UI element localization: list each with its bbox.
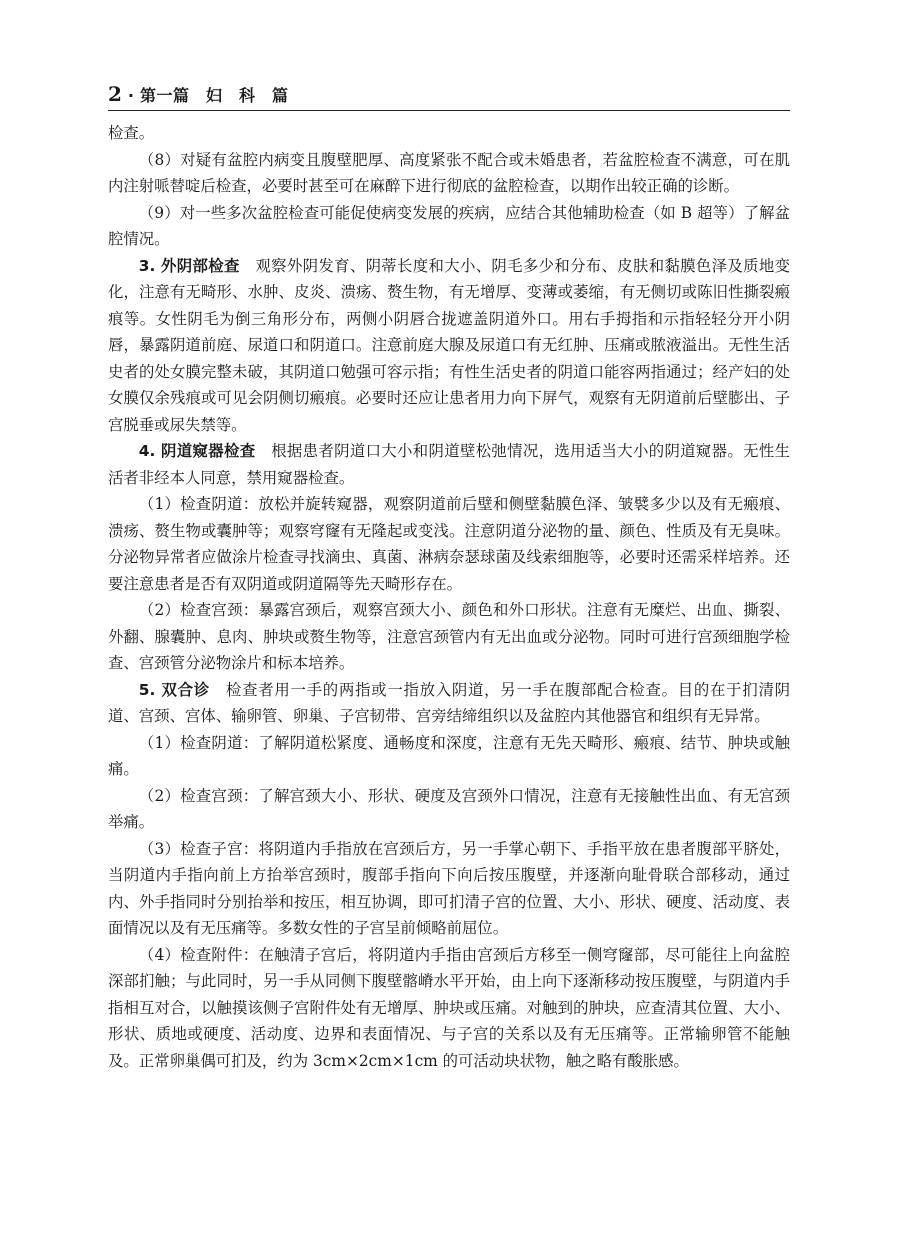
paragraph: （1）检查阴道：放松并旋转窥器，观察阴道前后壁和侧壁黏膜色泽、皱襞多少以及有无瘢痕、溃疡、赘生物或囊肿等；观察穹窿有无隆起或变浅。注意阴道分泌物的量、颜色、性质及有无臭味。分泌物异常者应做涂片检查寻找滴虫、真菌、淋病奈瑟球菌及线索细胞等，必要时还需采样培养。还要注意患者是否有双阴道或阴道隔等先天畸形存在。 [108, 495, 790, 593]
paragraph: （1）检查阴道：了解阴道松紧度、通畅度和深度，注意有无先天畸形、瘢痕、结节、肿块或触痛。 [108, 733, 790, 778]
section-heading: 4. 阴道窥器检查 [138, 442, 256, 460]
page-number: 2 [108, 82, 122, 106]
paragraph: （8）对疑有盆腔内病变且腹壁肥厚、高度紧张不配合或未婚患者，若盆腔检查不满意，可在肌内注射哌替啶后检查，必要时甚至可在麻醉下进行彻底的盆腔检查，以期作出较正确的诊断。 [108, 150, 790, 195]
paragraph: （2）检查宫颈：了解宫颈大小、形状、硬度及宫颈外口情况，注意有无接触性出血、有无宫颈举痛。 [108, 786, 790, 831]
header-rule [108, 110, 790, 111]
section-heading: 3. 外阴部检查 [138, 256, 240, 275]
section-title: 第一篇 妇 科 篇 [140, 86, 289, 105]
running-header [108, 78, 790, 110]
paragraph: （2）检查宫颈：暴露宫颈后，观察宫颈大小、颜色和外口形状。注意有无糜烂、出血、撕裂、外翻、腺囊肿、息肉、肿块或赘生物等，注意宫颈管内有无出血或分泌物。同时可进行宫颈细胞学检查、宫颈管分泌物涂片和标本培养。 [108, 601, 790, 672]
paragraph: 检查。 [108, 124, 155, 142]
paragraph: （3）检查子宫：将阴道内手指放在宫颈后方，另一手掌心朝下、手指平放在患者腹部平脐处，当阴道内手指向前上方抬举宫颈时，腹部手指向下向后按压腹壁，并逐渐向耻骨联合部移动，通过内、外手指同时分别抬举和按压，相互协调，即可扪清子宫的位置、大小、形状、硬度、活动度、表面情况以及有无压痛等。多数女性的子宫呈前倾略前屈位。 [108, 839, 790, 937]
paragraph: 4. 阴道窥器检查 根据患者阴道口大小和阴道壁松弛情况，选用适当大小的阴道窥器。无性生活者非经本人同意，禁用窥器检查。 [108, 442, 790, 487]
section-heading: 5. 双合诊 [138, 680, 210, 699]
paragraph: （9）对一些多次盆腔检查可能促使病变发展的疾病，应结合其他辅助检查（如 B 超等）了解盆腔情况。 [108, 203, 790, 248]
header-separator: · [127, 86, 134, 105]
body-text [108, 120, 790, 1074]
paragraph: 5. 双合诊 检查者用一手的两指或一指放入阴道，另一手在腹部配合检查。目的在于扪清阴道、宫颈、宫体、输卵管、卵巢、子宫韧带、宫旁结缔组织以及盆腔内其他器官和组织有无异常。 [108, 680, 790, 725]
paragraph: 3. 外阴部检查 观察外阴发育、阴蒂长度和大小、阴毛多少和分布、皮肤和黏膜色泽及质地变化，注意有无畸形、水肿、皮炎、溃疡、赘生物，有无增厚、变薄或萎缩，有无侧切或陈旧性撕裂瘢痕等。女性阴毛为倒三角形分布，两侧小阴唇合拢遮盖阴道外口。用右手拇指和示指轻轻分开小阴唇，暴露阴道前庭、尿道口和阴道口。注意前庭大腺及尿道口有无红肿、压痛或脓液溢出。无性生活史者的处女膜完整未破，其阴道口勉强可容示指；有性生活史者的阴道口能容两指通过；经产妇的处女膜仅余残痕或可见会阴侧切瘢痕。必要时还应让患者用力向下屏气，观察有无阴道前后壁膨出、子宫脱垂或尿失禁等。 [108, 256, 790, 434]
paragraph: （4）检查附件：在触清子宫后，将阴道内手指由宫颈后方移至一侧穹窿部，尽可能往上向盆腔深部扪触；与此同时，另一手从同侧下腹壁髂嵴水平开始，由上向下逐渐移动按压腹壁，与阴道内手指相互对合，以触摸该侧子宫附件处有无增厚、肿块或压痛。对触到的肿块，应查清其位置、大小、形状、质地或硬度、活动度、边界和表面情况、与子宫的关系以及有无压痛等。正常输卵管不能触及。正常卵巢偶可扪及，约为 3cm×2cm×1cm 的可活动块状物，触之略有酸胀感。 [108, 945, 790, 1070]
